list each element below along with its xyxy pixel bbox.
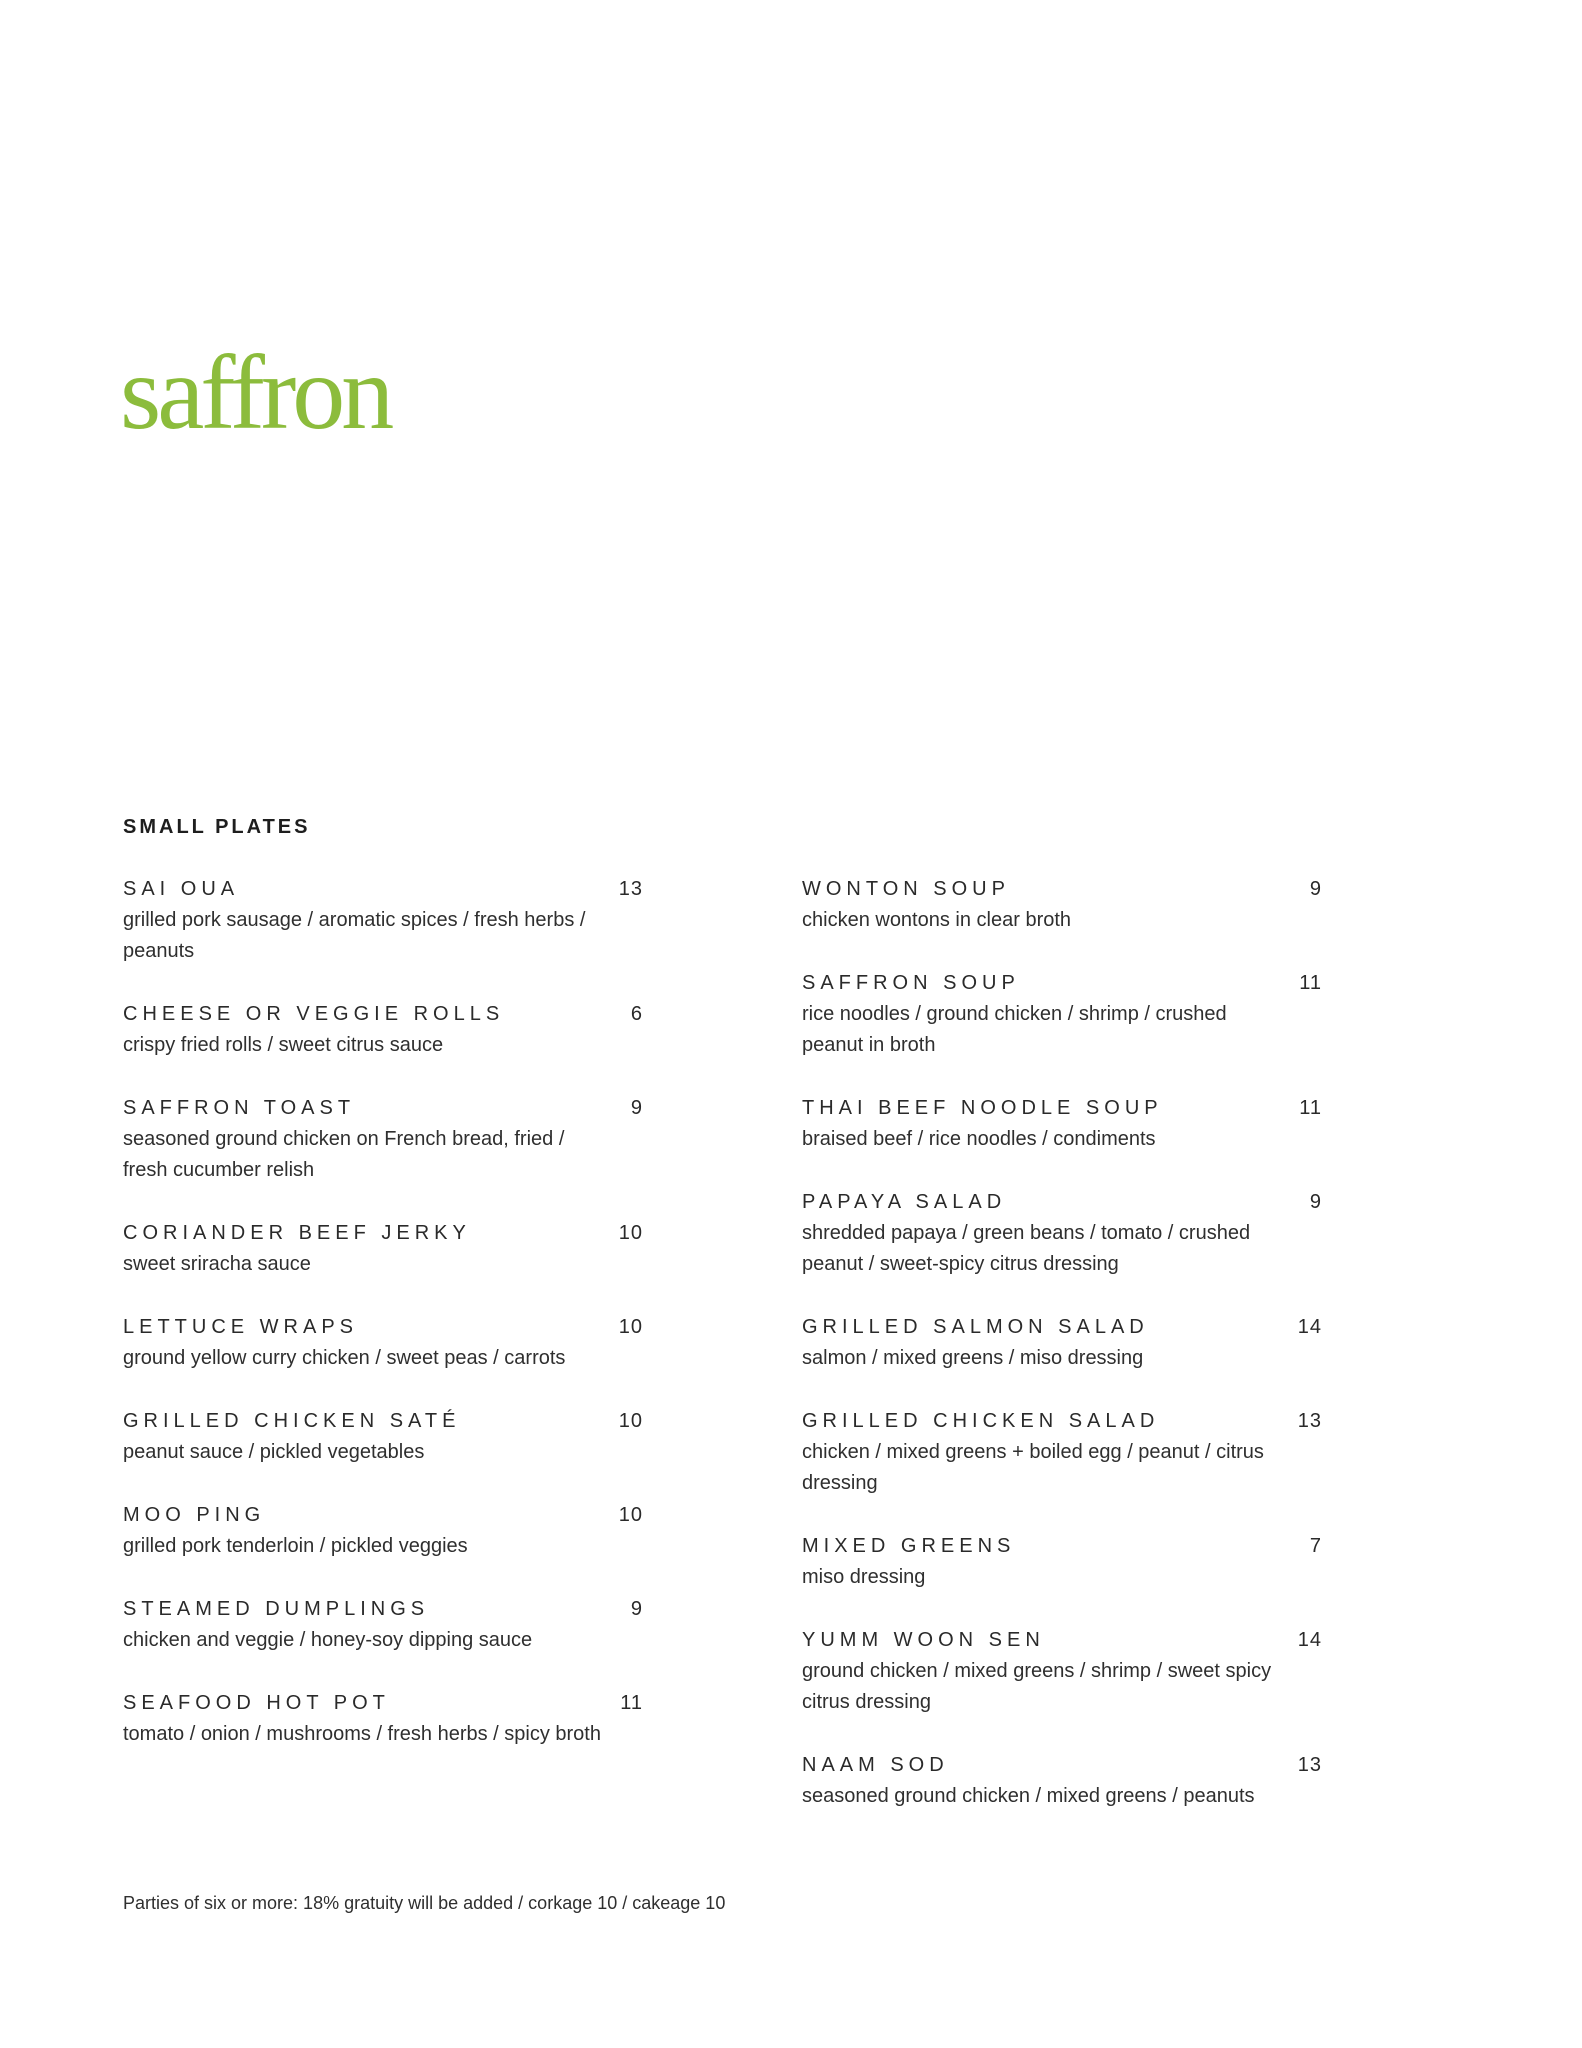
menu-item-name: NAAM SOD (802, 1754, 949, 1776)
menu-item-description: ground chicken / mixed greens / shrimp / sweet spicy citrus dressing (802, 1660, 1272, 1713)
menu-item (802, 968, 1322, 1061)
menu-item-description: tomato / onion / mushrooms / fresh herbs / spicy broth (123, 1723, 601, 1745)
menu-item (802, 874, 1322, 936)
menu-item-description: seasoned ground chicken / mixed greens / peanuts (802, 1785, 1255, 1807)
menu-item-price: 13 (618, 878, 643, 900)
menu-item-price: 9 (630, 1598, 643, 1620)
menu-item-price: 9 (630, 1097, 643, 1119)
menu-item-description: seasoned ground chicken on French bread, fried / fresh cucumber relish (123, 1128, 565, 1181)
menu-item-name: MIXED GREENS (802, 1535, 1016, 1557)
menu-column-left (123, 874, 643, 1782)
menu-item (123, 1093, 643, 1186)
menu-item-name: STEAMED DUMPLINGS (123, 1598, 430, 1620)
menu-item-price: 13 (1297, 1754, 1322, 1776)
menu-item-description: shredded papaya / green beans / tomato / crushed peanut / sweet-spicy citrus dressing (802, 1222, 1251, 1275)
menu-item-name: SEAFOOD HOT POT (123, 1692, 390, 1714)
menu-item-price: 6 (630, 1003, 643, 1025)
menu-item-description: chicken wontons in clear broth (802, 909, 1072, 931)
menu-item-description: salmon / mixed greens / miso dressing (802, 1347, 1144, 1369)
menu-item (802, 1625, 1322, 1718)
menu-item-price: 10 (618, 1504, 643, 1526)
menu-item (802, 1531, 1322, 1593)
menu-item-price: 11 (1299, 1097, 1322, 1119)
menu-item-name: YUMM WOON SEN (802, 1629, 1045, 1651)
menu-item-name: SAFFRON TOAST (123, 1097, 356, 1119)
menu-item-name: MOO PING (123, 1504, 266, 1526)
menu-item-price: 9 (1309, 878, 1322, 900)
menu-item (123, 1688, 643, 1750)
menu-item-name: GRILLED CHICKEN SATÉ (123, 1410, 461, 1432)
menu-item-price: 14 (1297, 1316, 1322, 1338)
menu-item-price: 10 (618, 1316, 643, 1338)
menu-item-name: SAI OUA (123, 878, 240, 900)
menu-item-description: miso dressing (802, 1566, 926, 1588)
section-title: SMALL PLATES (123, 816, 311, 838)
menu-item (802, 1187, 1322, 1280)
menu-item-name: THAI BEEF NOODLE SOUP (802, 1097, 1163, 1119)
menu-item-name: GRILLED SALMON SALAD (802, 1316, 1149, 1338)
menu-item (802, 1093, 1322, 1155)
menu-item (123, 1406, 643, 1468)
menu-item-price: 11 (620, 1692, 643, 1714)
menu-item-name: CHEESE OR VEGGIE ROLLS (123, 1003, 505, 1025)
menu-item (123, 1312, 643, 1374)
menu-item-name: WONTON SOUP (802, 878, 1010, 900)
menu-item (802, 1750, 1322, 1812)
menu-item-name: SAFFRON SOUP (802, 972, 1020, 994)
footer-note: Parties of six or more: 18% gratuity will be added / corkage 10 / cakeage 10 (123, 1893, 726, 1913)
menu-item-description: sweet sriracha sauce (123, 1253, 311, 1275)
restaurant-logo: saffron (120, 334, 391, 451)
menu-item-price: 7 (1309, 1535, 1322, 1557)
menu-item (123, 1218, 643, 1280)
menu-item-price: 14 (1297, 1629, 1322, 1651)
menu-item-description: rice noodles / ground chicken / shrimp / crushed peanut in broth (802, 1003, 1227, 1056)
menu-item-description: chicken and veggie / honey-soy dipping sauce (123, 1629, 533, 1651)
menu-item-name: LETTUCE WRAPS (123, 1316, 359, 1338)
menu-item (123, 1500, 643, 1562)
menu-column-right (802, 874, 1322, 1844)
menu-item-price: 11 (1299, 972, 1322, 994)
menu-item-price: 10 (618, 1410, 643, 1432)
menu-item-description: grilled pork tenderloin / pickled veggies (123, 1535, 468, 1557)
menu-item-name: PAPAYA SALAD (802, 1191, 1007, 1213)
menu-item-description: crispy fried rolls / sweet citrus sauce (123, 1034, 444, 1056)
menu-item-description: peanut sauce / pickled vegetables (123, 1441, 425, 1463)
menu-item (123, 874, 643, 967)
menu-item-price: 13 (1297, 1410, 1322, 1432)
menu-item (802, 1406, 1322, 1499)
menu-item-price: 9 (1309, 1191, 1322, 1213)
menu-item-description: grilled pork sausage / aromatic spices / fresh herbs / peanuts (123, 909, 586, 962)
menu-item-description: chicken / mixed greens + boiled egg / peanut / citrus dressing (802, 1441, 1264, 1494)
menu-item-price: 10 (618, 1222, 643, 1244)
menu-item-name: CORIANDER BEEF JERKY (123, 1222, 471, 1244)
menu-item-name: GRILLED CHICKEN SALAD (802, 1410, 1160, 1432)
menu-item (123, 999, 643, 1061)
menu-item (802, 1312, 1322, 1374)
menu-item (123, 1594, 643, 1656)
menu-item-description: ground yellow curry chicken / sweet peas / carrots (123, 1347, 566, 1369)
menu-item-description: braised beef / rice noodles / condiments (802, 1128, 1156, 1150)
